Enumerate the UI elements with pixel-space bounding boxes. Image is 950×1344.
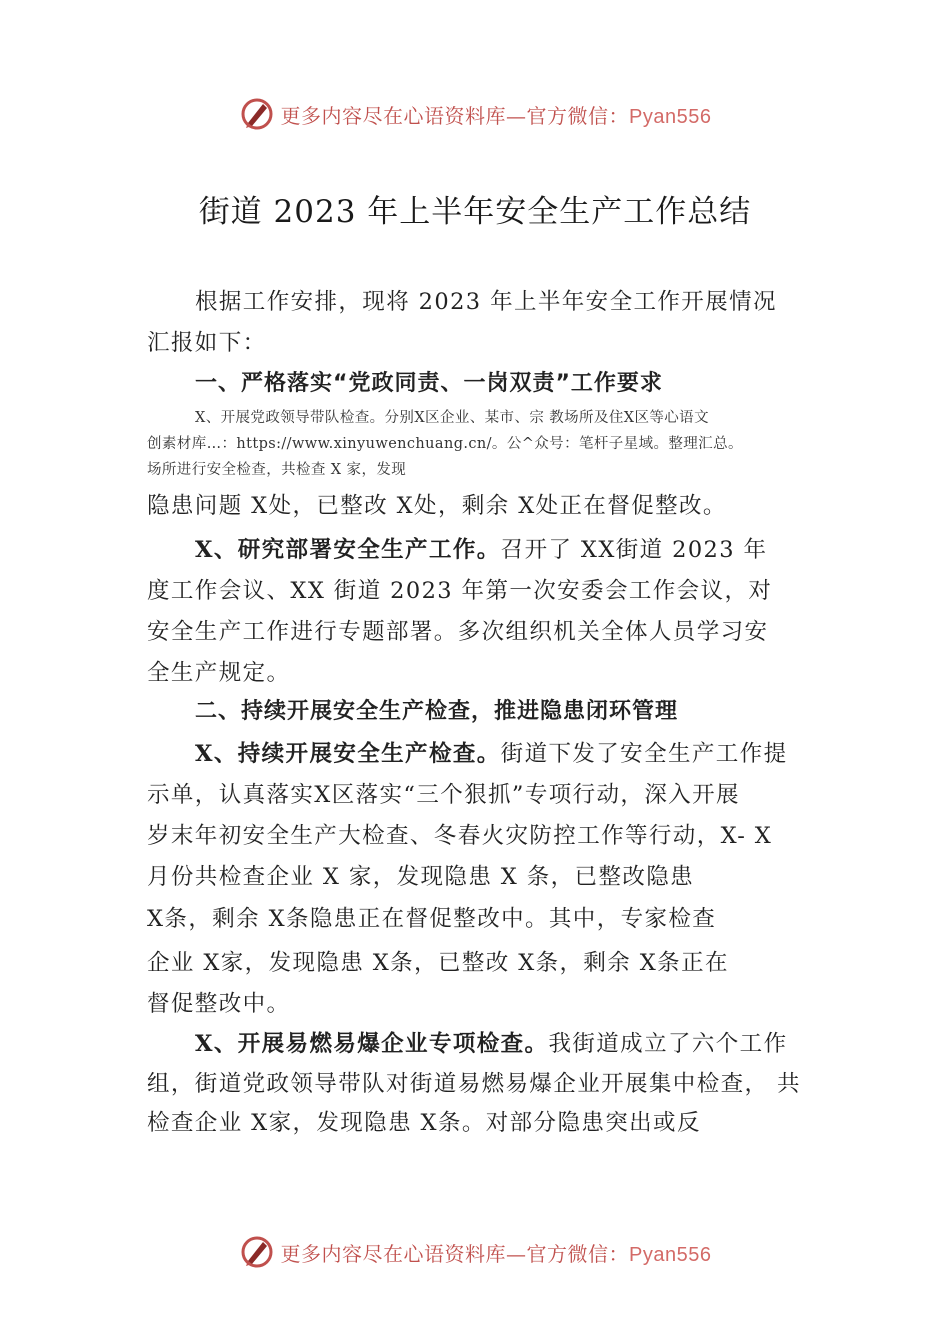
paragraph-2-line-2: 度工作会议、XX 街道 2023 年第一次安委会工作会议，对 <box>147 578 773 604</box>
pen-logo-icon <box>239 96 275 132</box>
watermark-text <box>281 100 712 129</box>
paragraph-3-line-4: 月份共检查企业 X 家，发现隐患 X 条，已整改隐患 <box>147 864 695 890</box>
watermark-text <box>281 1238 712 1267</box>
watermark-banner-top <box>0 94 950 134</box>
paragraph-3-line-5: X条，剩余 X条隐患正在督促整改中。其中，专家检查 <box>147 906 717 932</box>
paragraph-4-line-3: 检查企业 X家，发现隐患 X条。对部分隐患突出或反 <box>147 1110 701 1136</box>
paragraph-3-line-6: 企业 X家，发现隐患 X条，已整改 X条，剩余 X条正在 <box>147 950 729 976</box>
intro-line-1: 根据工作安排，现将 2023 年上半年安全工作开展情况 <box>195 289 777 315</box>
paragraph-3-line-3: 岁末年初安全生产大检查、冬春火灾防控工作等行动，X- X <box>147 823 773 849</box>
paragraph-2-line-4: 全生产规定。 <box>147 660 291 686</box>
paragraph-3-line-1 <box>195 736 787 768</box>
watermark-banner-bottom <box>0 1232 950 1272</box>
intro-line-2: 汇报如下： <box>147 330 267 356</box>
note-line-1: X、开展党政领导带队检查。分别X区企业、某市、宗 教场所及住X区等心语文 <box>195 410 709 426</box>
paragraph-3-line-7: 督促整改中。 <box>147 991 291 1017</box>
pen-logo-icon <box>239 1234 275 1270</box>
paragraph-4-line-1 <box>195 1026 787 1058</box>
paragraph-2-line-1 <box>195 532 767 564</box>
paragraph-3-line-2: 示单，认真落实X区落实“三个狠抓”专项行动，深入开展 <box>147 782 740 808</box>
paragraph-4-rest: 我街道成立了六个工作 <box>548 1031 788 1057</box>
paragraph-3-rest: 街道下发了安全生产工作提 <box>500 741 788 767</box>
paragraph-3-lead: X、持续开展安全生产检查。 <box>195 741 501 767</box>
page-title: 街道 2023 年上半年安全生产工作总结 <box>198 194 752 230</box>
note-line-2: 创素材库…：https://www.xinyuwenchuang.cn/。公^众号：笔杆子星域。整理汇总。 <box>147 436 743 452</box>
watermark-account: Pyan556 <box>629 1243 712 1266</box>
note-line-3: 场所进行安全检查，共检查 X 家，发现 <box>147 462 407 478</box>
paragraph-2-lead: X、研究部署安全生产工作。 <box>195 537 501 563</box>
paragraph-2-line-3: 安全生产工作进行专题部署。多次组织机关全体人员学习安 <box>147 619 769 645</box>
watermark-account: Pyan556 <box>629 105 712 128</box>
paragraph-4-line-2: 组，街道党政领导带队对街道易燃易爆企业开展集中检查， 共 <box>147 1071 801 1097</box>
section-heading-2: 二、持续开展安全生产检查，推进隐患闭环管理 <box>195 699 679 724</box>
watermark-main: 更多内容尽在心语资料库—官方微信： <box>280 103 630 128</box>
section-heading-1: 一、严格落实“党政同责、一岗双责”工作要求 <box>195 371 663 396</box>
paragraph-2-rest: 召开了 XX街道 2023 年 <box>500 537 768 563</box>
paragraph-1-line-1: 隐患问题 X处，已整改 X处，剩余 X处正在督促整改。 <box>147 493 727 519</box>
watermark-main: 更多内容尽在心语资料库—官方微信： <box>280 1241 630 1266</box>
paragraph-4-lead: X、开展易燃易爆企业专项检查。 <box>195 1031 549 1057</box>
